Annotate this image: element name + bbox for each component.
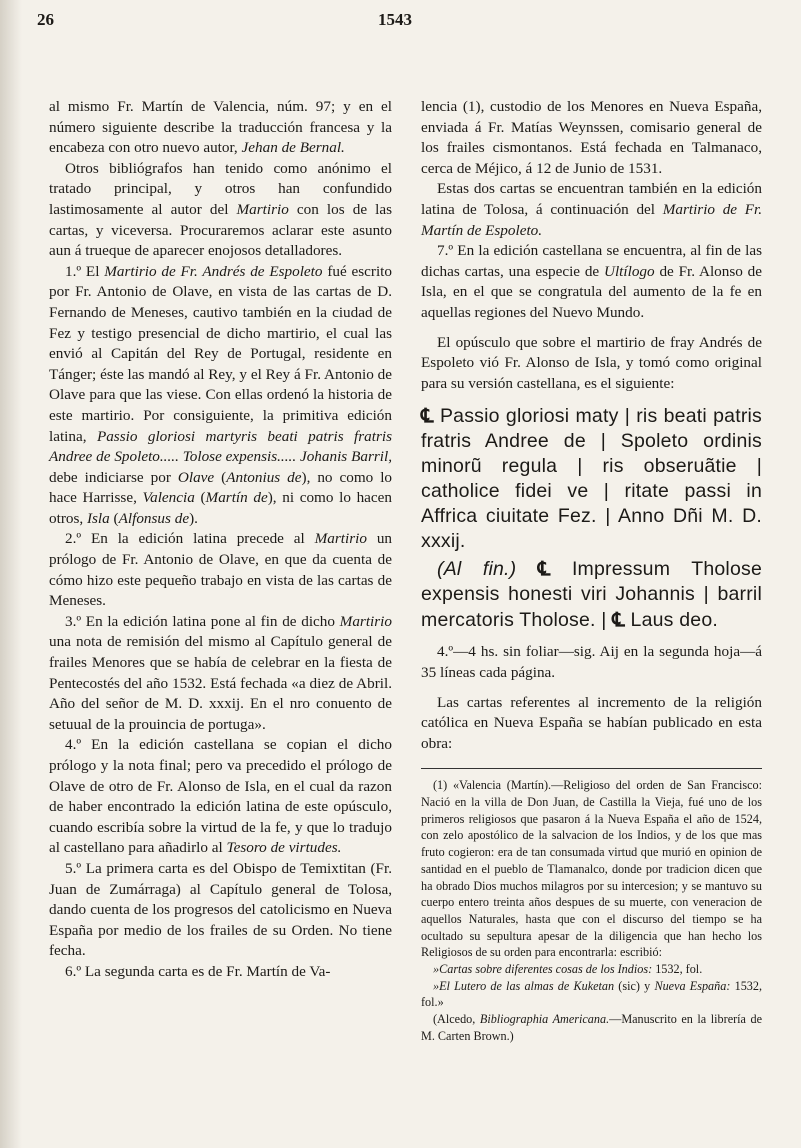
paragraph: 5.º La primera carta es del Obispo de Temixtitan (Fr. Juan de Zumárraga) al Capítulo general de Tolosa, dando cuenta de los progresos del catolicismo en Nueva España por medio de los frailes de su Orden. No tiene fecha. xyxy=(49,859,392,960)
paragraph: El opúsculo que sobre el martirio de fray Andrés de Espoleto vió Fr. Alonso de Isla, y tomó como original para su versión castellana, es el siguiente: xyxy=(421,333,762,392)
right-column xyxy=(421,97,762,1045)
footnote-text: (1) «Valencia (Martín).—Religioso del orden de San Francisco: Nació en la villa de Don Juan, de Castilla la Vieja, fué uno de los primeros religiosos que pasaron á la Nueva España el año de 1524, con zelo apostólico de la salvacion de los Indios, y de los que mas fruto cogieron: era de tan consumada virtud que murió en opinion de santidad en el pueblo de Tlamanalco, donde por tradicion dicen que ha obrado Dios muchos milagros por su intercesion; y se mantuvo su cuerpo entero treinta años despues de su muerte, con veneracion de aquellos Naturales, hasta que con el discurso del tiempo se ha ocultado su sepultura apesar de la diligencia que han hecho los Religiosos de su orden para encontrarla: escribió: xyxy=(421,778,762,960)
paragraph: al mismo Fr. Martín de Valencia, núm. 97; y en el número siguiente describe la traducción francesa y la encabeza con otro nuevo autor, Jehan de Bernal. xyxy=(49,98,392,157)
paragraph: 1.º El Martirio de Fr. Andrés de Espoleto fué escrito por Fr. Antonio de Olave, en vista de las cartas de D. Fernando de Meneses, cautivo también en la ciudad de Fez y testigo presencial de dicho martirio, el cual las envió al Capitán del Rey de Portugal, residente en Tánger; éste las mandó al Rey, y el Rey á Fr. Antonio de Olave para que las viese. Con ellas ordenó la historia de este martirio. Por consiguiente, la primitiva edición latina, Passio gloriosi martyris beati patris fratris Andree de Spoleto..... Tolose expensis..... Johanis Barril, debe indiciarse por Olave (Antonius de), no como lo hace Harrisse, Valencia (Martín de), ni como lo hacen otros, Isla (Alfonsus de). xyxy=(49,262,393,527)
paragraph: Estas dos cartas se encuentran también en la edición latina de Tolosa, á continuación del Martirio de Fr. Martín de Espoleto. xyxy=(421,180,763,239)
paragraph: 7.º En la edición castellana se encuentra, al fin de las dichas cartas, una especie de Ultílogo de Fr. Alonso de Isla, en el que se congratula del aumento de la fe en aquellas regiones del Nuevo Mundo. xyxy=(421,242,763,321)
footnote-divider xyxy=(421,768,762,769)
paragraph: lencia (1), custodio de los Menores en Nueva España, enviada á Fr. Matías Weynssen, comisario general de los frailes cismontanos. Está fechada en Talmanaco, cerca de Méjico, á 12 de Junio de 1531. xyxy=(421,98,762,177)
colophon-imprint: (Al fin.) ℄ Impressum Tholose expensis honesti viri Johannis | barril mercatoris Tholose. | ℄ Laus deo. xyxy=(421,557,763,632)
left-column xyxy=(49,97,392,983)
footnote xyxy=(421,777,762,1044)
pilcrow-icon: ℄ xyxy=(612,608,625,632)
paragraph: 4.º En la edición castellana se copian el dicho prólogo y la nota final; pero va precedido el prólogo de Olave de otro de Fr. Alonso de Isla, en el cual da razon de haber encontrado la edición latina de este opúsculo, cuando escribía sobre la virtud de la fe, y que lo tradujo al castellano para añadirlo al Tesoro de virtudes. xyxy=(49,736,392,857)
footnote-text: »El Lutero de las almas de Kuketan (sic) y Nueva España: 1532, fol.» xyxy=(421,978,763,1010)
page-year: 1543 xyxy=(378,10,412,29)
pilcrow-icon: ℄ xyxy=(421,404,434,428)
paragraph: 4.º—4 hs. sin foliar—sig. Aij en la segunda hoja—á 35 líneas cada página. xyxy=(421,643,762,681)
page-number: 26 xyxy=(37,10,54,29)
paragraph: 3.º En la edición latina pone al fin de dicho Martirio una nota de remisión del mismo al Capítulo general de frailes Menores que se había de celebrar en la fiesta de Pentecostés del año 1532. Está fechada «a diez de Abril. Año del señor de M. D. xxxij. En el nro conuento de setuual de la prouincia de portuga». xyxy=(49,612,392,733)
paragraph: 6.º La segunda carta es de Fr. Martín de Va- xyxy=(65,962,331,980)
page-edge-shadow xyxy=(0,0,22,1148)
paragraph: Otros bibliógrafos han tenido como anónimo el tratado principal, y otros han confundido lastimosamente al autor del Martirio con los de las cartas, y viceversa. Procuraremos aclarar este asunto aun á trueque de aparecer enojosos detalladores. xyxy=(49,159,393,260)
footnote-text: (Alcedo, Bibliographia Americana.—Manuscrito en la librería de M. Carten Brown.) xyxy=(421,1012,763,1043)
paragraph: Las cartas referentes al incremento de la religión católica en Nueva España se habían publicado en esta obra: xyxy=(421,693,762,752)
paragraph: 2.º En la edición latina precede al Martirio un prólogo de Fr. Antonio de Olave, en que da cuenta de cómo hizo este pequeño trabajo en vista de las cartas de Meneses. xyxy=(49,530,393,610)
footnote-text: »Cartas sobre diferentes cosas de los Indios: 1532, fol. xyxy=(433,962,703,977)
colophon-title: ℄ Passio gloriosi maty | ris beati patris fratris Andree de | Spoleto ordinis minorũ regula | ris obseruãtie | catholice fidei ve | ritate passi in Affrica ciuitate Fez. | Anno Dñi M. D. xxxij. xyxy=(421,404,762,553)
pilcrow-icon: ℄ xyxy=(537,557,551,581)
